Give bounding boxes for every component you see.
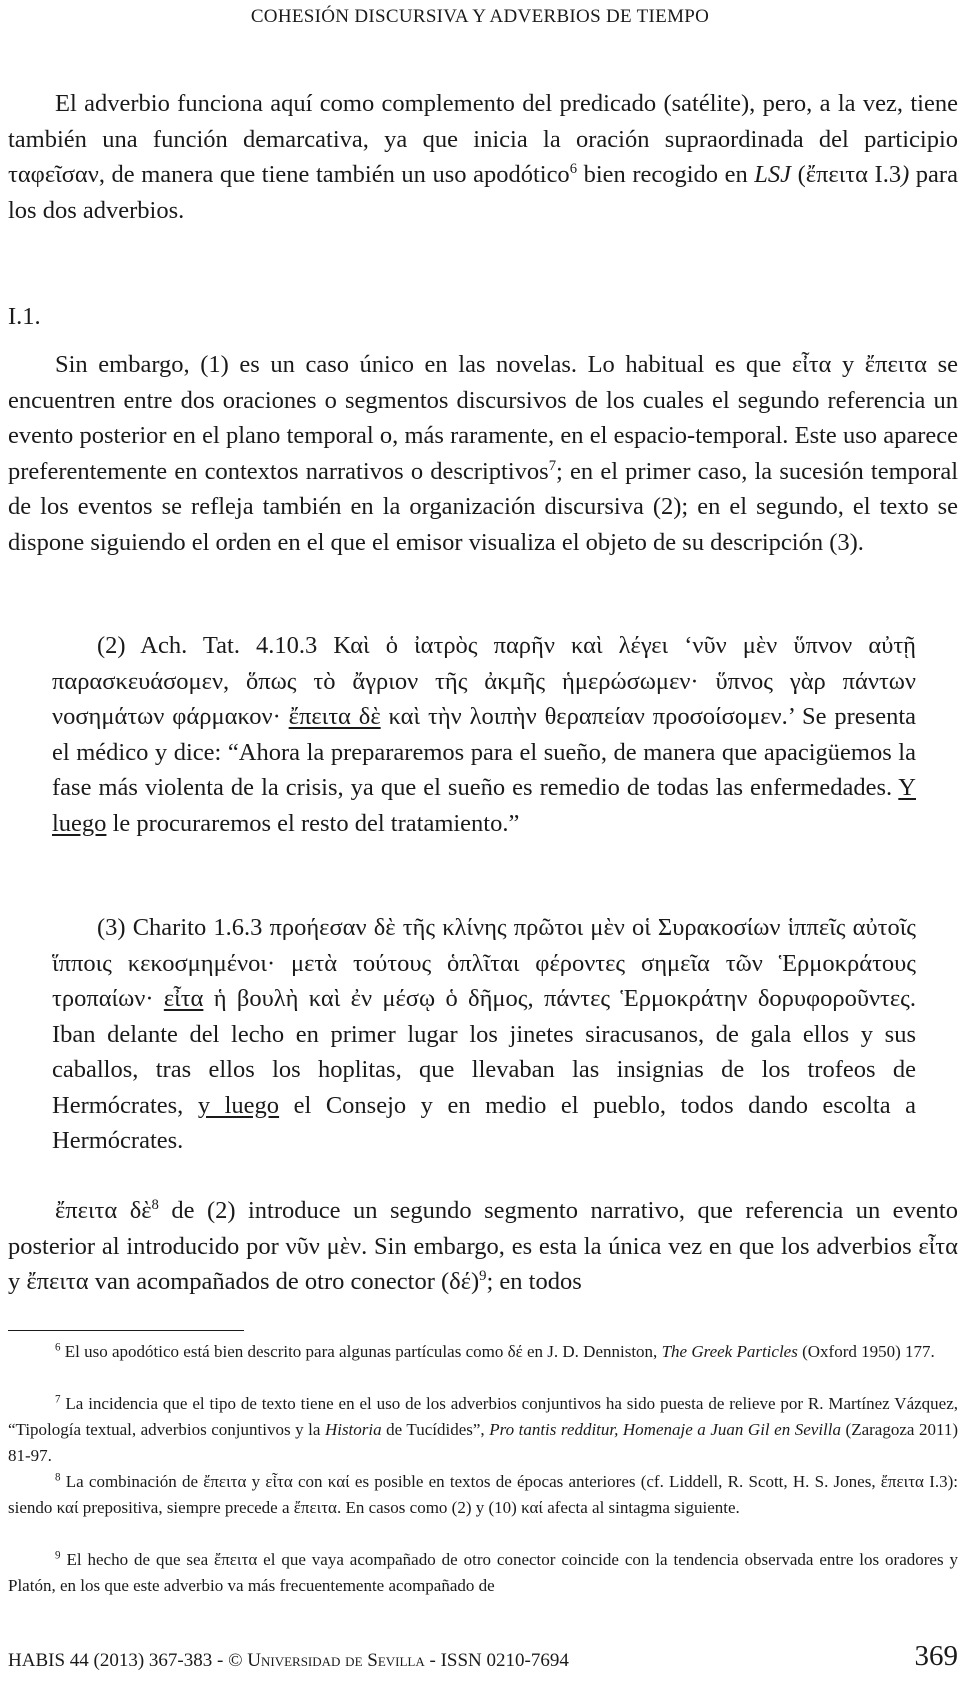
footnote-number: 7 bbox=[55, 1393, 61, 1406]
publisher-name: Universidad de Sevilla bbox=[247, 1650, 425, 1671]
example-label: (2) Ach. Tat. 4.10.3 bbox=[97, 632, 318, 659]
footnote-number: 9 bbox=[55, 1549, 61, 1562]
footnote-ref-9[interactable]: 9 bbox=[479, 1267, 487, 1284]
footnote-ref-8[interactable]: 8 bbox=[151, 1196, 159, 1213]
journal-text: HABIS 44 (2013) 367-383 - © bbox=[8, 1650, 248, 1671]
greek-text: καὶ τὴν λοιπὴν θεραπείαν προσοίσομεν.’ bbox=[380, 703, 795, 730]
greek-text-underlined: ἔπειτα δὲ bbox=[288, 703, 381, 730]
paragraph-text: de (2) introduce un segundo segmento narrativo, que referencia un evento posterior al introducido por νῦν μὲν. Sin embargo, es esta la única vez en que los adverbios εἶτα y ἔπειτα van acompañados de otro conector (δέ) bbox=[8, 1197, 958, 1295]
paragraph-text: bien recogido en bbox=[577, 161, 755, 188]
paragraph-2 bbox=[8, 347, 958, 560]
paragraph-1 bbox=[8, 86, 958, 228]
running-header: COHESIÓN DISCURSIVA Y ADVERBIOS DE TIEMPO bbox=[250, 6, 710, 27]
footnote-divider bbox=[8, 1330, 244, 1331]
footnote-6 bbox=[8, 1339, 958, 1365]
footnote-text: (Zaragoza 2011) 81-97. bbox=[8, 1420, 958, 1465]
greek-text: ἡ βουλὴ καὶ ἐν μέσῳ ὁ δῆμος, πάντες Ἑρμοκράτην δορυφοροῦντες. bbox=[203, 985, 917, 1012]
translation-text-underlined: Y luego bbox=[52, 774, 916, 837]
translation-text: el Consejo y en medio el pueblo, todos dando escolta a Hermócrates. bbox=[52, 1091, 917, 1154]
paragraph-text: El adverbio funciona aquí como complemento del predicado (satélite), pero, a la vez, tiene también una función demarcativa, ya que inicia la oración supraordinada del participio ταφεῖσαν, de manera que tiene también un uso apodótico bbox=[8, 90, 958, 188]
footnote-title: Pro tantis redditur, Homenaje a Juan Gil en Sevilla bbox=[489, 1420, 842, 1439]
page-number: 369 bbox=[914, 1640, 958, 1672]
example-2 bbox=[52, 628, 916, 841]
section-number: I.1. bbox=[8, 303, 41, 330]
footnote-7 bbox=[8, 1391, 958, 1469]
greek-text: προήεσαν δὲ τῆς κλίνης πρῶτοι μὲν οἱ Συρακοσίων ἱππεῖς αὐτοῖς ἵπποις κεκοσμημένοι· μετὰ τούτους ὁπλῖται φέροντες σημεῖα τῶν Ἑρμοκράτους τροπαίων· bbox=[52, 914, 917, 1012]
footnote-number: 8 bbox=[55, 1471, 61, 1484]
footnote-text: La incidencia que el tipo de texto tiene en el uso de los adverbios conjuntivos ha sido puesta de relieve por R. Martínez Vázquez, “Tipología textual, adverbios conjuntivos y la bbox=[8, 1394, 958, 1439]
translation-text: Se presenta el médico y dice: “Ahora la prepararemos para el sueño, de manera que apacigüemos la fase más violenta de la crisis, ya que el sueño es remedio de todas las enfermedades. bbox=[52, 703, 916, 801]
paragraph-text: ) bbox=[901, 161, 910, 188]
paragraph-text: (ἔπειτα I.3 bbox=[791, 161, 902, 188]
footnote-text: El hecho de que sea ἔπειτα el que vaya acompañado de otro conector coincide con la tendencia observada entre los oradores y Platón, en los que este adverbio va más frecuentemente acompañado de bbox=[8, 1550, 958, 1595]
footnote-ref-6[interactable]: 6 bbox=[569, 160, 578, 177]
greek-text-underlined: εἶτα bbox=[163, 985, 204, 1012]
footnote-number: 6 bbox=[55, 1341, 61, 1354]
journal-text: - ISSN 0210-7694 bbox=[424, 1650, 569, 1671]
footnote-text: (Oxford 1950) 177. bbox=[797, 1342, 935, 1361]
footnote-ref-7[interactable]: 7 bbox=[548, 457, 557, 474]
footnote-text: de Tucídides”, bbox=[381, 1420, 490, 1439]
footnote-9 bbox=[8, 1547, 958, 1599]
translation-text: le procuraremos el resto del tratamiento.” bbox=[106, 809, 520, 837]
paragraph-text: ἔπειτα δὲ bbox=[55, 1197, 152, 1224]
translation-text-underlined: y luego bbox=[197, 1091, 280, 1119]
example-label: (3) Charito 1.6.3 bbox=[97, 914, 263, 941]
paragraph-text: Sin embargo, (1) es un caso único en las novelas. Lo habitual es que εἶτα y ἔπειτα se encuentren entre dos oraciones o segmentos discursivos de los cuales el segundo referencia un evento posterior en el plano temporal o, más raramente, en el espacio-temporal. Este uso aparece preferentemente en contextos narrativos o descriptivos bbox=[8, 351, 958, 485]
example-3 bbox=[52, 910, 916, 1159]
paragraph-text: para los dos adverbios. bbox=[8, 161, 958, 224]
footnote-text: La combinación de ἔπειτα y εἶτα con καί es posible en textos de épocas anteriores (cf. Liddell, R. Scott, H. S. Jones, ἔπειτα I.3): siendo καί prepositiva, siempre precede a ἔπειτα. En casos como (2) y (10) καί afecta al sintagma siguiente. bbox=[8, 1472, 958, 1517]
paragraph-3 bbox=[8, 1193, 958, 1300]
footnote-title: The Greek Particles bbox=[661, 1342, 798, 1361]
paragraph-text: ; en todos bbox=[486, 1268, 582, 1295]
footnote-8 bbox=[8, 1469, 958, 1521]
footnote-title: Historia bbox=[324, 1420, 382, 1439]
journal-citation bbox=[8, 1650, 569, 1672]
greek-text: Καὶ ὁ ἰατρὸς παρῆν καὶ λέγει ‘νῦν μὲν ὕπνον αὐτῇ παρασκευάσομεν, ὅπως τὸ ἄγριον τῆς ἀκμῆς ἡμερώσωμεν· ὕπνος γὰρ πάντων νοσημάτων φάρμακον· bbox=[52, 632, 916, 730]
paragraph-text: ; en el primer caso, la sucesión temporal de los eventos se refleja también en la organización discursiva (2); en el segundo, el texto se dispone siguiendo el orden en el que el emisor visualiza el objeto de su descripción (3). bbox=[8, 457, 958, 556]
footnote-text: El uso apodótico está bien descrito para algunas partículas como δέ en J. D. Denniston, bbox=[60, 1342, 662, 1361]
translation-text: Iban delante del lecho en primer lugar los jinetes siracusanos, de gala ellos y sus caballos, tras ellos los hoplitas, que llevaban las insignias de los trofeos de Hermócrates, bbox=[52, 1020, 916, 1119]
lsj-reference: LSJ bbox=[754, 161, 792, 188]
